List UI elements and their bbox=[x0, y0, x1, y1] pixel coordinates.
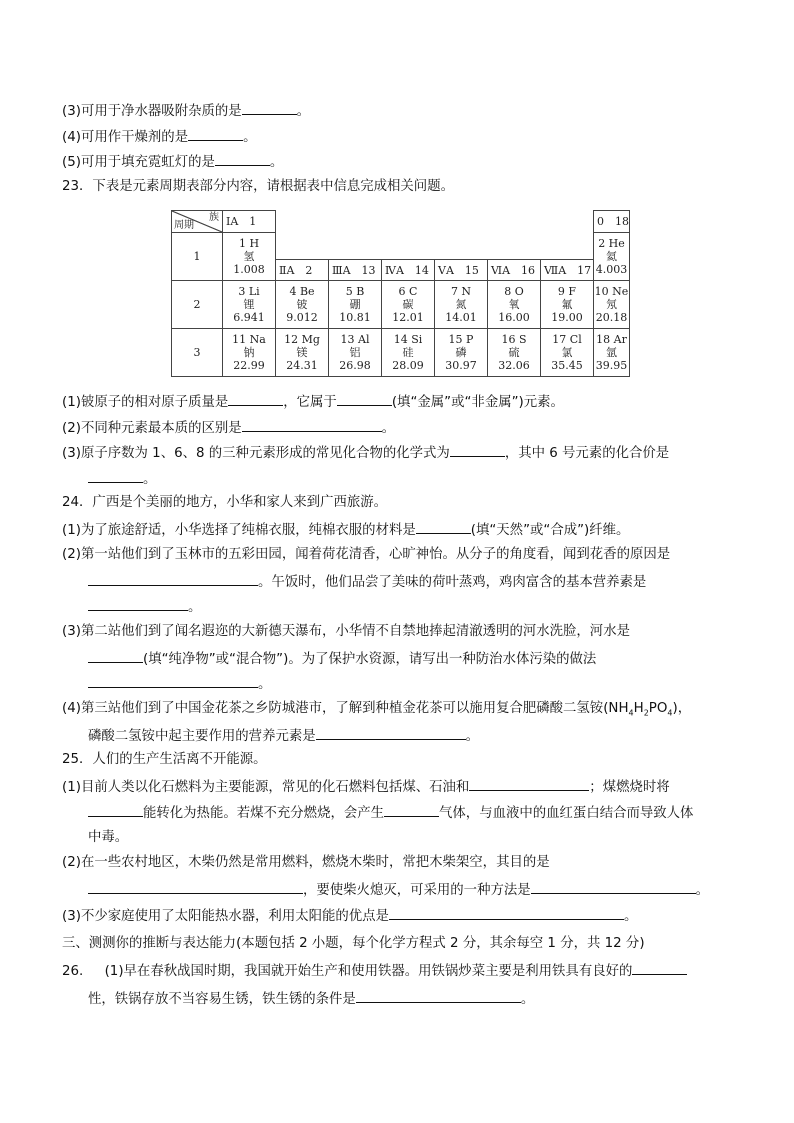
question-25-2 bbox=[62, 855, 550, 871]
subscript: 4 bbox=[667, 708, 673, 718]
text: (4)第三站他们到了中国金花茶之乡防城港市，了解到种植金花茶可以施用复合肥磷酸二氢铵(NH bbox=[62, 701, 629, 716]
question-25-1-cont bbox=[88, 804, 693, 822]
element-name: 锂 bbox=[243, 298, 255, 311]
element-symbol: 4 Be bbox=[289, 285, 315, 298]
element-cell bbox=[223, 329, 276, 377]
period-label: 2 bbox=[172, 281, 223, 329]
subscript: 4 bbox=[628, 708, 634, 718]
element-name: 硼 bbox=[349, 298, 361, 311]
text: )， bbox=[672, 701, 692, 716]
element-name: 氟 bbox=[561, 298, 573, 311]
question-24-3-cont bbox=[88, 650, 596, 668]
answer-blank[interactable] bbox=[215, 153, 270, 166]
element-cell bbox=[435, 329, 488, 377]
text: 。 bbox=[465, 729, 480, 744]
answer-blank[interactable] bbox=[389, 907, 624, 920]
atomic-mass: 16.00 bbox=[498, 311, 530, 324]
text: 。 bbox=[520, 992, 535, 1007]
element-cell bbox=[541, 281, 594, 329]
element-symbol: 9 F bbox=[557, 285, 577, 298]
element-cell bbox=[276, 329, 329, 377]
element-name: 氮 bbox=[455, 298, 467, 311]
question-24-2-cont2 bbox=[88, 598, 201, 616]
element-cell-H bbox=[223, 233, 276, 281]
element-cell bbox=[594, 281, 630, 329]
table-corner bbox=[172, 211, 223, 233]
question-22-5 bbox=[62, 153, 283, 171]
answer-blank[interactable] bbox=[242, 419, 382, 432]
element-symbol: 7 N bbox=[450, 285, 472, 298]
text: (1)目前人类以化石燃料为主要能源，常见的化石燃料包括煤、石油和 bbox=[62, 780, 470, 795]
group-header: ⅦA 17 bbox=[541, 260, 594, 281]
text: 三、测测你的推断与表达能力(本题包括 2 小题，每个化学方程式 2 分，其余每空 1 分，共 12 分) bbox=[62, 936, 645, 951]
atomic-mass: 1.008 bbox=[233, 263, 265, 276]
element-name: 硫 bbox=[508, 346, 520, 359]
answer-blank[interactable] bbox=[316, 727, 466, 740]
element-symbol: 5 B bbox=[345, 285, 365, 298]
text: 26. (1)早在春秋战国时期，我国就开始生产和使用铁器。用铁锅炒菜主要是利用铁具有良好的 bbox=[62, 964, 633, 979]
element-name: 钠 bbox=[243, 346, 255, 359]
period-label: 1 bbox=[172, 233, 223, 281]
element-name: 氩 bbox=[606, 346, 617, 359]
atomic-mass: 39.95 bbox=[595, 359, 628, 372]
element-cell bbox=[594, 329, 630, 377]
text: 磷酸二氢铵中起主要作用的营养元素是 bbox=[88, 729, 316, 744]
text: (填“天然”或“合成”)纤维。 bbox=[470, 523, 630, 538]
answer-blank[interactable] bbox=[469, 778, 589, 791]
element-name: 氯 bbox=[561, 346, 573, 359]
text: (3)不少家庭使用了太阳能热水器，利用太阳能的优点是 bbox=[62, 909, 389, 924]
atomic-mass: 32.06 bbox=[498, 359, 530, 372]
element-cell bbox=[435, 281, 488, 329]
question-25-1 bbox=[62, 778, 670, 796]
element-symbol: 13 Al bbox=[340, 333, 370, 346]
atomic-mass: 30.97 bbox=[445, 359, 477, 372]
question-23-1 bbox=[62, 393, 564, 411]
text: ，其中 6 号元素的化合价是 bbox=[504, 446, 670, 461]
corner-group-label: 族 bbox=[209, 212, 219, 223]
text: ，要使柴火熄灭，可采用的一种方法是 bbox=[303, 883, 531, 898]
text: 。 bbox=[243, 130, 257, 145]
question-23-2 bbox=[62, 419, 395, 437]
element-cell bbox=[382, 281, 435, 329]
answer-blank[interactable] bbox=[531, 881, 696, 894]
group-header: ⅤA 15 bbox=[435, 260, 488, 281]
answer-blank[interactable] bbox=[384, 804, 439, 817]
element-name: 铝 bbox=[349, 346, 361, 359]
element-symbol: 18 Ar bbox=[596, 333, 627, 346]
group-header: 0 18 bbox=[594, 211, 630, 233]
element-symbol: 14 Si bbox=[393, 333, 423, 346]
question-22-4 bbox=[62, 128, 256, 146]
atomic-mass: 22.99 bbox=[233, 359, 265, 372]
question-24-3 bbox=[62, 624, 630, 640]
text: (填“纯净物”或“混合物”)。为了保护水资源，请写出一种防治水体污染的做法 bbox=[143, 652, 597, 667]
element-cell bbox=[329, 281, 382, 329]
text: (3)原子序数为 1、6、8 的三种元素形成的常见化合物的化学式为 bbox=[62, 446, 450, 461]
atomic-mass: 9.012 bbox=[286, 311, 318, 324]
text: H bbox=[633, 701, 644, 716]
atomic-mass: 19.00 bbox=[551, 311, 583, 324]
element-name: 氖 bbox=[606, 298, 617, 311]
element-symbol: 11 Na bbox=[232, 333, 266, 346]
question-24-1 bbox=[62, 521, 629, 539]
atomic-mass: 4.003 bbox=[595, 263, 628, 276]
text: 。 bbox=[143, 472, 157, 487]
answer-blank[interactable] bbox=[228, 393, 283, 406]
element-symbol: 10 Ne bbox=[594, 285, 629, 298]
text: 24．广西是个美丽的地方，小华和家人来到广西旅游。 bbox=[62, 495, 388, 510]
answer-blank[interactable] bbox=[450, 444, 505, 457]
text: 。 bbox=[269, 155, 284, 170]
text: (1)为了旅途舒适，小华选择了纯棉衣服，纯棉衣服的材料是 bbox=[62, 523, 416, 538]
text: (填“金属”或“非金属”)元素。 bbox=[391, 395, 564, 410]
text: (3)第二站他们到了闻名遐迩的大新德天瀑布，小华情不自禁地捧起清澈透明的河水洗脸，河水是 bbox=[62, 624, 630, 639]
question-24-2-cont bbox=[88, 573, 646, 591]
element-symbol: 15 P bbox=[448, 333, 474, 346]
question-24-3-cont2 bbox=[88, 675, 271, 693]
answer-blank[interactable] bbox=[88, 470, 143, 483]
question-22-3 bbox=[62, 102, 310, 120]
element-symbol: 1 H bbox=[238, 237, 260, 250]
text: 23．下表是元素周期表部分内容，请根据表中信息完成相关问题。 bbox=[62, 179, 454, 194]
question-23-heading bbox=[62, 179, 454, 195]
element-symbol: 17 Cl bbox=[552, 333, 582, 346]
text: (2)不同种元素最本质的区别是 bbox=[62, 421, 242, 436]
text: 。 bbox=[381, 421, 396, 436]
text: (5)可用于填充霓虹灯的是 bbox=[62, 155, 215, 170]
text: (2)在一些农村地区，木柴仍然是常用燃料，燃烧木柴时，常把木柴架空，其目的是 bbox=[62, 855, 550, 870]
question-25-heading bbox=[62, 752, 267, 768]
answer-blank[interactable] bbox=[88, 573, 258, 586]
text: 。午饭时，他们品尝了美味的荷叶蒸鸡，鸡肉富含的基本营养素是 bbox=[258, 575, 647, 590]
answer-blank[interactable] bbox=[88, 804, 143, 817]
question-25-3 bbox=[62, 907, 637, 925]
question-25-2-cont bbox=[88, 881, 709, 899]
element-name: 磷 bbox=[455, 346, 467, 359]
group-header: ⅣA 14 bbox=[382, 260, 435, 281]
text: 。 bbox=[258, 677, 272, 692]
element-symbol: 8 O bbox=[504, 285, 524, 298]
subscript: 2 bbox=[643, 708, 649, 718]
answer-blank[interactable] bbox=[88, 650, 143, 663]
answer-blank[interactable] bbox=[88, 881, 303, 894]
question-26-1-cont bbox=[88, 990, 534, 1008]
text: 。 bbox=[188, 600, 202, 615]
text: 中毒。 bbox=[88, 830, 129, 845]
answer-blank[interactable] bbox=[337, 393, 392, 406]
text: PO bbox=[648, 701, 668, 716]
atomic-mass: 35.45 bbox=[551, 359, 583, 372]
atomic-mass: 14.01 bbox=[445, 311, 477, 324]
period-label: 3 bbox=[172, 329, 223, 377]
section-3-heading bbox=[62, 936, 645, 952]
group-header: ⅠA 1 bbox=[223, 211, 276, 233]
element-cell bbox=[329, 329, 382, 377]
atomic-mass: 12.01 bbox=[392, 311, 424, 324]
text: 性，铁锅存放不当容易生锈，铁生锈的条件是 bbox=[88, 992, 356, 1007]
question-23-3 bbox=[62, 444, 669, 462]
question-24-2 bbox=[62, 547, 670, 563]
element-cell bbox=[223, 281, 276, 329]
element-cell bbox=[488, 329, 541, 377]
element-cell bbox=[382, 329, 435, 377]
answer-blank[interactable] bbox=[88, 675, 258, 688]
atomic-mass: 26.98 bbox=[339, 359, 371, 372]
question-24-4 bbox=[62, 701, 691, 722]
answer-blank[interactable] bbox=[356, 990, 521, 1003]
text: ；煤燃烧时将 bbox=[589, 780, 670, 795]
element-name: 硅 bbox=[402, 346, 414, 359]
element-name: 碳 bbox=[402, 298, 414, 311]
element-symbol: 2 He bbox=[598, 237, 625, 250]
question-23-3-cont bbox=[88, 470, 156, 488]
question-24-4-cont bbox=[88, 727, 479, 745]
group-header: ⅡA 2 bbox=[276, 260, 329, 281]
text: (2)第一站他们到了玉林市的五彩田园，闻着荷花清香，心旷神怡。从分子的角度看，闻到花香的原因是 bbox=[62, 547, 671, 562]
element-symbol: 3 Li bbox=[238, 285, 260, 298]
periodic-table bbox=[171, 210, 630, 377]
element-cell bbox=[488, 281, 541, 329]
answer-blank[interactable] bbox=[88, 598, 188, 611]
text: (4)可用作干燥剂的是 bbox=[62, 130, 189, 145]
element-name: 镁 bbox=[296, 346, 308, 359]
element-symbol: 6 C bbox=[398, 285, 418, 298]
element-symbol: 16 S bbox=[501, 333, 527, 346]
answer-blank[interactable] bbox=[416, 521, 471, 534]
element-name: 氦 bbox=[606, 250, 617, 263]
text: 气体，与血液中的血红蛋白结合而导致人体 bbox=[439, 806, 694, 821]
atomic-mass: 6.941 bbox=[233, 311, 265, 324]
text: ，它属于 bbox=[283, 395, 337, 410]
atomic-mass: 20.18 bbox=[595, 311, 628, 324]
question-25-1-cont2 bbox=[88, 830, 128, 846]
atomic-mass: 28.09 bbox=[392, 359, 424, 372]
text: (3)可用于净水器吸附杂质的是 bbox=[62, 104, 242, 119]
question-26-1 bbox=[62, 962, 687, 980]
element-cell bbox=[541, 329, 594, 377]
atomic-mass: 24.31 bbox=[286, 359, 318, 372]
element-symbol: 12 Mg bbox=[284, 333, 320, 346]
group-header: ⅢA 13 bbox=[329, 260, 382, 281]
text: 。 bbox=[296, 104, 311, 119]
corner-period-label: 周期 bbox=[174, 220, 194, 231]
element-name: 氧 bbox=[508, 298, 520, 311]
element-name: 铍 bbox=[296, 298, 308, 311]
answer-blank[interactable] bbox=[242, 102, 297, 115]
answer-blank[interactable] bbox=[188, 128, 243, 141]
element-name: 氢 bbox=[243, 250, 255, 263]
text: 25．人们的生产生活离不开能源。 bbox=[62, 752, 267, 767]
text: 能转化为热能。若煤不充分燃烧，会产生 bbox=[143, 806, 385, 821]
answer-blank[interactable] bbox=[632, 962, 687, 975]
element-cell-He bbox=[594, 233, 630, 281]
text: 。 bbox=[623, 909, 638, 924]
element-cell bbox=[276, 281, 329, 329]
atomic-mass: 10.81 bbox=[339, 311, 371, 324]
question-24-heading bbox=[62, 495, 387, 511]
group-header: ⅥA 16 bbox=[488, 260, 541, 281]
text: 。 bbox=[695, 883, 710, 898]
text: (1)铍原子的相对原子质量是 bbox=[62, 395, 229, 410]
